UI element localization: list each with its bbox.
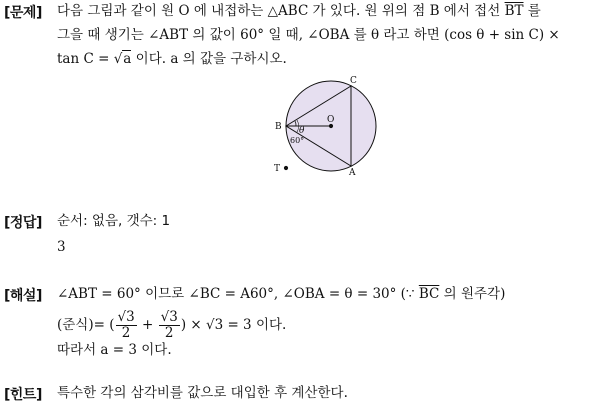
answer-label: [정답]: [4, 215, 42, 231]
label-a: A: [349, 168, 356, 176]
hint-line-1: 특수한 각의 삼각비를 값으로 대입한 후 계산한다.: [57, 385, 348, 401]
problem-line-1-end: 를: [523, 3, 541, 19]
plus-sign: +: [137, 317, 158, 333]
fraction-2-numerator: √3: [160, 309, 178, 325]
label-theta: θ: [299, 126, 305, 136]
problem-line-1-text: 다음 그림과 같이 원 O 에 내접하는 △ABC 가 있다. 원 위의 점 B 에서 접선: [57, 3, 505, 19]
explanation-label: [해설]: [4, 288, 42, 304]
arc-bc: $\overline{BC}$: [418, 286, 440, 302]
problem-line-3-b: 이다. a 의 값을 구하시오.: [131, 51, 287, 67]
tangent-bt: $\overline{BT}$: [504, 3, 524, 19]
circle-figure: [272, 72, 382, 176]
explanation-line-1-a: ∠ABT = 60° 이므로 ∠BC = A60°, ∠OBA = θ = 30° (∵: [57, 286, 419, 302]
explanation-line-2-b: ) × √3 = 3 이다.: [180, 317, 287, 333]
problem-line-2: 그을 때 생기는 ∠ABT 의 값이 60° 일 때, ∠OBA 를 θ 라고 하면 (cos θ + sin C) ×: [57, 27, 560, 43]
explanation-line-1: [57, 285, 505, 303]
answer-line-2: 3: [57, 239, 66, 255]
sqrt-symbol: √: [113, 51, 123, 67]
problem-line-3-a: tan C =: [57, 51, 114, 67]
fraction-1-numerator: √3: [117, 309, 135, 325]
fraction-2: [159, 310, 180, 341]
label-angle-60: 60°: [290, 136, 305, 145]
point-t: [284, 166, 287, 169]
fraction-2-denominator: 2: [164, 325, 174, 341]
label-o: O: [327, 115, 335, 125]
problem-line-3: [57, 50, 287, 68]
fraction-1: [116, 310, 137, 341]
explanation-line-1-b: 의 원주각): [439, 286, 506, 302]
explanation-line-3: 따라서 a = 3 이다.: [57, 342, 172, 358]
problem-label: [문제]: [4, 5, 42, 21]
sqrt-argument: a: [123, 51, 132, 67]
label-b: B: [275, 122, 282, 132]
explanation-line-2-a: (준식)= (: [57, 317, 115, 333]
label-t: T: [274, 164, 281, 174]
explanation-line-2: [57, 308, 286, 342]
answer-line-1: 순서: 없음, 갯수: 1: [57, 213, 171, 229]
hint-label: [힌트]: [4, 387, 42, 403]
fraction-1-denominator: 2: [121, 325, 131, 341]
problem-line-1: [57, 2, 541, 20]
label-c: C: [350, 76, 357, 86]
